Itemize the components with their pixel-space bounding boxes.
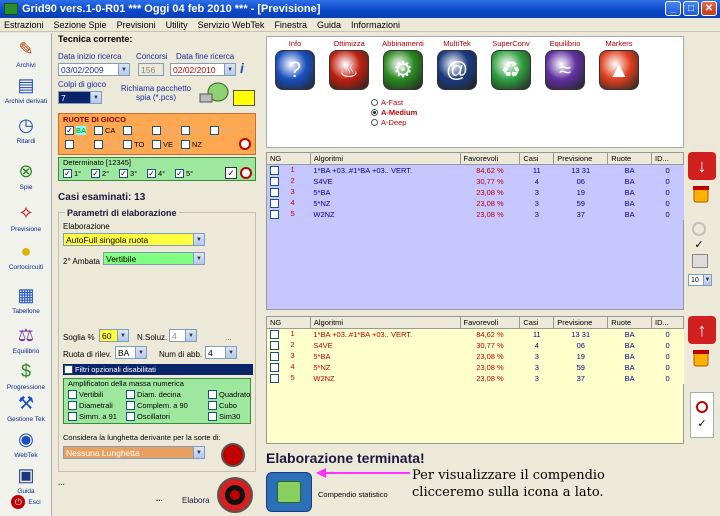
row-checkbox[interactable] [270, 166, 279, 175]
module-abbinamenti[interactable]: Abbinamenti ⚙ [381, 39, 425, 90]
flame-icon: ♨ [329, 50, 369, 90]
determinato-title: Determinato [12345] [63, 158, 131, 167]
book-icon: ▤ [17, 74, 35, 95]
side-actions-bottom [690, 392, 714, 438]
globe-icon: ◉ [18, 428, 34, 449]
clear-ruote-icon[interactable] [239, 138, 251, 150]
window-title: Grid90 vers.1-0-R01 *** Oggi 04 feb 2010 *** - [Previsione] [22, 3, 321, 15]
amplificatore-checkbox[interactable] [68, 401, 77, 410]
scales-icon: ⚖ [17, 324, 35, 345]
ruota-checkbox[interactable] [181, 140, 190, 149]
chevron-down-icon[interactable]: ▼ [704, 277, 711, 283]
filtri-checkbox[interactable] [64, 365, 73, 374]
ruota-mi[interactable]: MI [181, 126, 200, 135]
column-header-3[interactable]: Casi [520, 317, 554, 329]
clock-icon: ◷ [18, 114, 34, 135]
gear-icon: ⚙ [383, 50, 423, 90]
ruota-checkbox[interactable] [94, 140, 103, 149]
swirl-icon: @ [437, 50, 477, 90]
filtri-bar[interactable]: Filtri opzionali disabilitati [63, 364, 253, 375]
ruota-nz[interactable]: NZ [181, 140, 202, 149]
module-markers[interactable]: Markers ▲ [597, 39, 641, 90]
power-button-icon [216, 476, 254, 514]
question-icon: ? [275, 50, 315, 90]
speed-option-a-medium[interactable]: A-Medium [371, 107, 417, 117]
determinato-4[interactable]: ✓ 4° [148, 169, 166, 178]
ruota-fi[interactable]: FI [123, 126, 141, 135]
column-header-5[interactable]: Ruote [608, 153, 652, 165]
amplificatori-title: Amplificatori della massa numerica [68, 379, 184, 388]
table-row[interactable]: 5 W2NZ 23,08 % 3 37 BA 0 [267, 209, 684, 220]
tools-icon: ⚒ [17, 392, 35, 413]
chevron-down-icon[interactable]: ▼ [135, 347, 146, 358]
table-row[interactable]: 3 5*BA 23,08 % 3 19 BA 0 [267, 187, 684, 198]
amplificatore-3[interactable]: Diametrali [68, 401, 113, 410]
table-row[interactable]: 3 5*BA 23,08 % 3 19 BA 0 [267, 351, 684, 362]
ellipsis-text-left: ... [58, 478, 65, 487]
amplificatore-checkbox[interactable] [68, 390, 77, 399]
sidebar-item-guida[interactable]: ▣ Guida [2, 463, 50, 495]
menu-sezione-spie[interactable]: Sezione Spie [53, 19, 107, 30]
sidebar-item-archivi[interactable]: ✎ Archivi [2, 37, 50, 69]
numabb-select[interactable]: 4 ▼ [205, 346, 237, 359]
row-checkbox[interactable] [270, 341, 279, 350]
amplificatore-4[interactable]: Complem. a 90 [126, 401, 188, 410]
sidebar-item-cortocircuiti[interactable]: ● Cortocircuiti [8, 240, 44, 271]
data-inizio-label: Data inizio ricerca [58, 52, 122, 61]
sidebar-item-spie[interactable]: ⊗ Spie [2, 159, 50, 191]
amplificatore-checkbox[interactable] [68, 412, 77, 421]
arrow-up-icon: ↑ [697, 319, 707, 340]
note-line-2: clicceremo sulla icona a lato. [412, 485, 604, 500]
compendio-button[interactable] [266, 472, 312, 512]
row-checkbox[interactable] [270, 352, 279, 361]
arrow-up-button[interactable] [688, 316, 716, 344]
ruota-select[interactable]: BA ▼ [115, 346, 147, 359]
table-row[interactable]: 1 1*BA +03..#1*BA +03.. VERT. 84,62 % 11 13 31 BA 0 [267, 165, 684, 176]
module-equilibrio[interactable]: Equilibrio ≈ [543, 39, 587, 90]
printer-icon[interactable] [692, 254, 708, 268]
amplificatore-checkbox[interactable] [126, 412, 135, 421]
row-checkbox[interactable] [270, 177, 279, 186]
column-header-6[interactable]: ID... [652, 153, 684, 165]
radio-button[interactable] [371, 99, 378, 106]
elaborazione-status: Elaborazione terminata! [266, 450, 425, 466]
ruota-ge[interactable]: GE [152, 126, 174, 135]
table-row[interactable]: 2 S4VE 30,77 % 4 06 BA 0 [267, 340, 684, 351]
sidebar-item-progressione[interactable]: $ Progressione [6, 360, 46, 391]
sidebar-item-esci[interactable]: ⏻ Esci [2, 495, 50, 509]
module-superconv[interactable]: SuperConv ♻ [489, 39, 533, 90]
document-icon [277, 481, 301, 503]
sidebar-item-gestione-tek[interactable]: ⚒ Gestione Tek [7, 392, 45, 423]
trash-top-button[interactable] [690, 184, 712, 204]
table-top [266, 152, 684, 220]
determinato-checkbox[interactable]: ✓ [148, 169, 155, 178]
ruota-checkbox[interactable] [181, 126, 190, 135]
lightbulb-icon: ● [20, 240, 32, 261]
determinato-panel [58, 157, 256, 181]
module-info[interactable]: Info ? [273, 39, 317, 90]
lunghetta-label: Considera la lunghetta derivante per la sorte di: [63, 433, 221, 442]
row-checkbox[interactable] [270, 210, 279, 219]
ruota-checkbox[interactable] [94, 126, 103, 135]
ruota-ca[interactable]: CA [94, 126, 115, 135]
ruota-ba[interactable]: ✓ BA [66, 126, 87, 135]
ruota-pa[interactable]: PA [65, 140, 85, 149]
elabora-button[interactable] [216, 476, 254, 514]
ruota-checkbox[interactable] [65, 140, 74, 149]
maximize-button[interactable]: □ [683, 1, 699, 16]
calendar-icon: ▦ [17, 284, 35, 305]
menu-finestra[interactable]: Finestra [274, 19, 307, 30]
plug-icon [196, 80, 230, 108]
ruota-ve[interactable]: VE [152, 140, 173, 149]
amplificatore-1[interactable]: Diam. decina [126, 390, 181, 399]
column-header-4[interactable]: Previsione [554, 153, 608, 165]
determinato-checkbox[interactable]: ✓ [92, 169, 99, 178]
column-header-3[interactable]: Casi [520, 153, 554, 165]
amplificatore-checkbox[interactable] [208, 390, 217, 399]
menu-servizio-webtek[interactable]: Servizio WebTek [197, 19, 265, 30]
spy-icon: ⊗ [18, 160, 34, 181]
help-book-icon: ▣ [17, 464, 35, 485]
trash-bottom-button[interactable] [690, 348, 712, 368]
amplificatore-7[interactable]: Oscillatori [126, 412, 170, 421]
module-ottimizza[interactable]: Ottimizza ♨ [327, 39, 371, 90]
table-row[interactable]: 4 5*NZ 23,08 % 3 59 BA 0 [267, 362, 684, 373]
elabora-disabled-icon [221, 443, 245, 467]
lunghetta-select[interactable]: Nessuna Lunghetta ▼ [63, 446, 205, 459]
row-checkbox[interactable] [270, 188, 279, 197]
parametri-title: Parametri di elaborazione [67, 208, 177, 218]
amplificatore-2[interactable]: Quadrato [208, 390, 250, 399]
bucket-icon [691, 184, 711, 204]
column-header-0[interactable]: NG [267, 317, 311, 329]
ambata-select[interactable]: Vertibile ▼ [103, 252, 205, 265]
data-fine-field[interactable]: 02/02/2010 ▼ [170, 63, 236, 76]
pencil-icon: ✎ [18, 38, 34, 59]
column-header-0[interactable]: NG [267, 153, 311, 165]
side-combo[interactable]: 10 ▼ [688, 274, 712, 286]
richiama-label: Richiama pacchetto spia (*.pcs) [120, 84, 192, 102]
amplificatore-checkbox[interactable] [126, 390, 135, 399]
bucket-icon [691, 348, 711, 368]
parametri-panel [58, 208, 256, 472]
menu-guida[interactable]: Guida [316, 19, 341, 30]
chevron-down-icon[interactable]: ▼ [185, 330, 196, 341]
menu-previsioni[interactable]: Previsioni [116, 19, 156, 30]
minimize-button[interactable]: _ [665, 1, 681, 16]
colpi-label: Colpi di gioco [58, 80, 107, 89]
ellipsis-text-right: ... [156, 494, 163, 503]
marker-icon: ▲ [599, 50, 639, 90]
app-icon [4, 3, 18, 15]
ruota-checkbox[interactable] [123, 126, 132, 135]
magic-wand-icon: ✧ [18, 202, 34, 223]
amplificatore-checkbox[interactable] [208, 401, 217, 410]
table-row[interactable]: 1 1*BA +03..#1*BA +03.. VERT. 84,62 % 11 13 31 BA 0 [267, 329, 684, 340]
close-button[interactable]: ✕ [701, 1, 717, 16]
speed-options [371, 97, 417, 127]
column-header-5[interactable]: Ruote [608, 317, 652, 329]
table-bottom [266, 316, 684, 384]
chevron-down-icon[interactable]: ▼ [193, 447, 204, 458]
ruota-to[interactable]: TO [123, 140, 144, 149]
determinato-1[interactable]: ✓ 1° [64, 169, 82, 178]
casi-esaminati: Casi esaminati: 13 [58, 192, 146, 203]
column-header-6[interactable]: ID... [652, 317, 684, 329]
ruota-label: Ruota di rilev. [63, 350, 112, 359]
elabora-label: Elabora [182, 496, 210, 505]
ruote-panel [58, 113, 256, 155]
amplificatore-checkbox[interactable] [208, 412, 217, 421]
ruota-checkbox[interactable]: ✓ [66, 126, 73, 135]
compendio-label: Compendio statistico [318, 490, 388, 499]
ruota-checkbox[interactable] [123, 140, 132, 149]
check-all-icon[interactable]: ✓ [225, 167, 237, 179]
column-header-1[interactable]: Algoritmi [310, 153, 460, 165]
numabb-label: Num di abb. [159, 350, 203, 359]
determinato-checkbox[interactable]: ✓ [120, 169, 127, 178]
arrow-down-icon: ↓ [697, 155, 707, 176]
module-multitek[interactable]: MultiTek @ [435, 39, 479, 90]
radio-button[interactable] [371, 119, 378, 126]
nsoluz-select[interactable]: 4 ▼ [169, 329, 197, 342]
determinato-3[interactable]: ✓ 3° [120, 169, 138, 178]
soglia-select[interactable]: 60 ▼ [99, 329, 129, 342]
chevron-down-icon[interactable]: ▼ [118, 64, 129, 75]
menu-informazioni[interactable]: Informazioni [350, 19, 401, 30]
ruota-checkbox[interactable] [152, 140, 161, 149]
chevron-down-icon[interactable]: ▼ [117, 330, 128, 341]
amplificatore-6[interactable]: Simm. a 91 [68, 412, 117, 421]
dollar-icon: $ [20, 360, 31, 381]
ruota-na[interactable]: NA [210, 126, 231, 135]
column-header-4[interactable]: Previsione [554, 317, 608, 329]
table-row[interactable]: 2 S4VE 30,77 % 4 06 BA 0 [267, 176, 684, 187]
sidebar [0, 33, 52, 516]
ruote-title: RUOTE DI GIOCO [63, 115, 126, 124]
pointer-arrow-icon [316, 466, 412, 480]
sidebar-item-tabellone[interactable]: ▦ Tabellone [12, 284, 40, 315]
sidebar-item-equilibrio[interactable]: ⚖ Equilibrio [12, 324, 40, 355]
chevron-down-icon[interactable]: ▼ [224, 64, 235, 75]
speed-option-a-fast[interactable]: A-Fast [371, 97, 417, 107]
amplificatore-checkbox[interactable] [126, 401, 135, 410]
richiama-spia-button[interactable] [196, 80, 230, 108]
sidebar-item-archivi-derivati[interactable]: ▤ Archivi derivati [4, 74, 48, 105]
chevron-down-icon[interactable]: ▼ [225, 347, 236, 358]
menu-utility[interactable]: Utility [165, 19, 188, 30]
ellipsis-text: ... [225, 333, 232, 342]
sidebar-item-previsione[interactable]: ✧ Previsione [10, 202, 42, 233]
chevron-down-icon[interactable]: ▼ [193, 234, 204, 245]
stop-top-icon[interactable] [692, 222, 706, 236]
ambata-label: 2° Ambata [63, 257, 100, 266]
nsoluz-label: N.Soluz. [137, 333, 168, 342]
info-icon[interactable]: i [240, 60, 244, 76]
check-top-icon[interactable]: ✓ [694, 238, 704, 251]
amplificatore-8[interactable]: Sim30 [208, 412, 240, 421]
elaborazione-label: Elaborazione [63, 222, 110, 231]
column-header-2[interactable]: Favorevoli [460, 317, 520, 329]
data-fine-label: Data fine ricerca [176, 52, 235, 61]
tecnica-title: Tecnica corrente: [58, 34, 133, 44]
amplificatori-panel [63, 378, 251, 424]
row-checkbox[interactable] [270, 199, 279, 208]
row-checkbox[interactable] [270, 330, 279, 339]
table-row[interactable]: 5 W2NZ 23,08 % 3 37 BA 0 [267, 373, 684, 384]
chevron-down-icon[interactable]: ▼ [90, 92, 101, 103]
determinato-checkbox[interactable]: ✓ [176, 169, 183, 178]
stop-bottom-icon[interactable] [696, 401, 708, 413]
row-checkbox[interactable] [270, 363, 279, 372]
amplificatore-5[interactable]: Cubo [208, 401, 237, 410]
title-bar [0, 0, 720, 18]
menu-bar [0, 18, 720, 32]
clear-determinato-icon[interactable] [240, 167, 252, 179]
menu-estrazioni[interactable]: Estrazioni [4, 19, 44, 30]
modules-panel [266, 36, 684, 148]
radio-button[interactable] [371, 109, 378, 116]
determinato-2[interactable]: ✓ 2° [92, 169, 110, 178]
soglia-label: Soglia % [63, 333, 95, 342]
recycle-icon: ♻ [491, 50, 531, 90]
determinato-5[interactable]: ✓ 5° [176, 169, 194, 178]
ruota-checkbox[interactable] [152, 126, 161, 135]
arrow-down-button[interactable] [688, 152, 716, 180]
column-header-2[interactable]: Favorevoli [460, 153, 520, 165]
column-header-1[interactable]: Algoritmi [310, 317, 460, 329]
table-row[interactable]: 4 5*NZ 23,08 % 3 59 BA 0 [267, 198, 684, 209]
chevron-down-icon[interactable]: ▼ [193, 253, 204, 264]
note-line-1: Per visualizzare il compendio [412, 468, 605, 483]
ruota-ro[interactable]: RO [94, 140, 116, 149]
check-bottom-icon[interactable]: ✓ [697, 417, 707, 430]
amplificatore-0[interactable]: Vertibili [68, 390, 103, 399]
sidebar-item-ritardi[interactable]: ◷ Ritardi [2, 113, 50, 145]
colpi-select[interactable]: 7 ▼ [58, 91, 102, 104]
wave-icon: ≈ [545, 50, 585, 90]
concorsi-label: Concorsi [136, 52, 168, 61]
data-inizio-field[interactable]: 03/02/2009 ▼ [58, 63, 130, 76]
elaborazione-select[interactable]: AutoFull singola ruota ▼ [63, 233, 205, 246]
sidebar-item-webtek[interactable]: ◉ WebTek [2, 427, 50, 459]
row-checkbox[interactable] [270, 374, 279, 383]
determinato-checkbox[interactable]: ✓ [64, 169, 71, 178]
ruota-checkbox[interactable] [210, 126, 219, 135]
exit-icon: ⏻ [11, 495, 25, 509]
color-swatch[interactable] [233, 90, 255, 106]
concorsi-field: 156 [138, 63, 164, 76]
speed-option-a-deep[interactable]: A-Deep [371, 117, 417, 127]
